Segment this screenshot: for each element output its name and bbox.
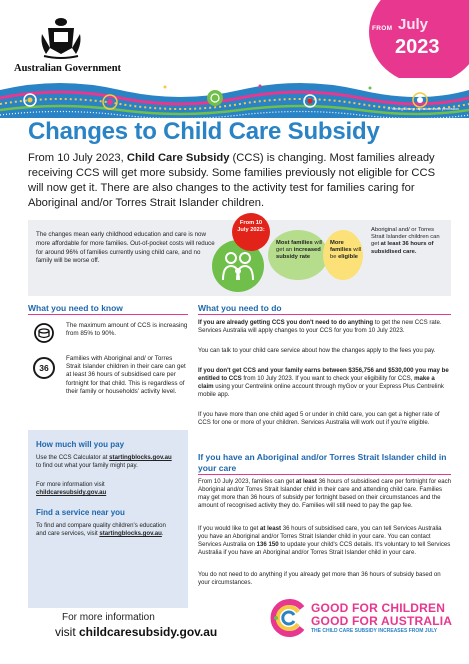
intro-paragraph <box>28 151 453 211</box>
government-name: Australian Government <box>14 63 122 74</box>
p1-bold: If you are already getting CCS you don't need to do anything <box>198 319 374 326</box>
artwork-credit: © Yarning Strong, reproduced with permission <box>387 107 459 111</box>
pay-text-2: to find out what your family might pay. <box>36 462 138 469</box>
bubble1-bold2: increased subsidy rate <box>276 247 321 260</box>
income-eligibility <box>198 367 452 399</box>
multiple-children: If you have more than one child aged 5 or under in child care, you can get a higher rate of CCS for one or more of your children. Services Australia will work out if you're eligible. <box>198 411 440 427</box>
aboriginal-children-note <box>371 227 443 256</box>
date-circle-text: From 10 July 2023: <box>237 220 265 233</box>
p3-bold: If you don't get CCS and your family earns between $356,756 and $530,000 you may be entitled to CCS <box>198 367 449 383</box>
what-to-know-heading: What you need to know <box>28 303 123 313</box>
gfc-line-3: THE CHILD CARE SUBSIDY INCREASES FROM JULY <box>311 628 438 634</box>
coat-of-arms-icon <box>38 14 84 60</box>
startingblocks-link-2[interactable]: startingblocks.gov.au <box>99 530 162 537</box>
bubble2-bold2: eligible <box>338 254 359 260</box>
artwork-band <box>0 78 469 118</box>
more-info-text <box>36 481 176 497</box>
aboriginal-heading: If you have an Aboriginal and/or Torres Strait Islander child in your care <box>198 452 447 473</box>
p6-bold: at least <box>260 525 282 532</box>
info-box-text: The changes mean early childhood education and care is now more affordable for more families. Out-of-pocket costs will reduce for around 96% of families currently using child care, and no family will be worse off. <box>36 231 215 265</box>
bubble2-bold: More families <box>330 240 352 253</box>
divider <box>198 314 451 315</box>
bubble-more-families-text <box>330 240 362 261</box>
how-much-heading: How much will you pay <box>36 440 125 449</box>
footer-url <box>55 625 217 639</box>
header <box>0 0 469 80</box>
what-to-do-heading: What you need to do <box>198 303 282 313</box>
tell-services-australia <box>198 525 452 557</box>
36-hours-icon: 36 <box>33 357 55 379</box>
childcaresubsidy-link[interactable]: childcaresubsidy.gov.au <box>36 489 107 496</box>
p6-text-1: If you would like to get <box>198 525 260 532</box>
already-getting-ccs <box>198 319 452 335</box>
bubble3-text: Aboriginal and/ or Torres Strait Islander children can get <box>371 227 440 248</box>
footer-link[interactable]: childcaresubsidy.gov.au <box>79 625 218 639</box>
p3-text-2: using your Centrelink online account through myGov or your Express Plus Centrelink mobile app. <box>198 383 444 399</box>
family-icon <box>218 246 258 286</box>
service-text: To find and compare quality children's education and care services, visit <box>36 522 166 537</box>
calculator-text <box>36 454 176 470</box>
service-end: . <box>161 530 164 537</box>
p5-bold: at least <box>295 478 317 485</box>
gfc-line-1: GOOD FOR CHILDREN <box>311 601 446 615</box>
startingblocks-link[interactable]: startingblocks.gov.au <box>109 454 172 461</box>
coins-icon <box>33 322 55 344</box>
max-ccs-text: The maximum amount of CCS is increasing from 85% to 90%. <box>66 322 188 338</box>
page-title: Changes to Child Care Subsidy <box>28 118 380 145</box>
pay-text-3: For more information visit <box>36 481 105 488</box>
intro-text-2: (CCS) is changing. Most families already receiving CCS will get more subsidy. Some families previously not eligible for CCS will now get it. There are also changes to the activity test for families caring for Aboriginal and/or Torres Strait Islander children. <box>28 152 436 209</box>
intro-bold: Child Care Subsidy <box>126 152 230 164</box>
no-action-needed: You do not need to do anything if you already get more than 36 hours of subsidy based on your circumstances. <box>198 571 441 587</box>
date-from-label: FROM <box>372 25 393 32</box>
bubble2-text: will be <box>330 247 362 260</box>
gfc-logo-icon <box>268 598 308 638</box>
p6-text-3: to update your child's CCS details. It's voluntary to tell Services Australia if you have an Aboriginal and/or Torres Strait Islander child in your care. <box>198 541 451 557</box>
talk-to-service: You can talk to your child care service about how the changes apply to the fees you pay. <box>198 347 436 354</box>
p5-text-1: From 10 July 2023, families can get <box>198 478 296 485</box>
find-service-heading: Find a service near you <box>36 508 125 517</box>
aboriginal-hours-text: Families with Aboriginal and/ or Torres Strait Islander children in their care can get at least 36 hours of subsidised care per fortnight for that child. This is regardless of their family or households' activity level. <box>66 355 186 395</box>
intro-text-1: From 10 July 2023, <box>28 152 127 164</box>
date-year: 2023 <box>395 36 440 58</box>
footer-more-info: For more information <box>62 612 155 623</box>
footer-visit: visit <box>55 625 79 639</box>
bubble3-bold: at least 36 hours of subsidised care. <box>371 241 434 255</box>
p5-text-2: 36 hours of subsidised care per fortnight for each Aboriginal and/or Torres Strait Islander child in their care and attending child care. Families may get more than 36 hours of subsidy per fortnight based on their circumstances and the amount of recognised activity they do. Families will still need to pay the gap fee. <box>198 478 452 510</box>
aboriginal-hours-detail <box>198 478 452 510</box>
p3-text-1: from 10 July 2023. If you want to check your eligibility for CCS, <box>241 375 415 383</box>
divider <box>198 474 451 475</box>
bubble1-text: will get an <box>276 240 323 253</box>
phone-number[interactable]: 136 150 <box>256 541 279 549</box>
p6-text-2: 36 hours of subsidised care, you can tell Services Australia you have an Aboriginal and/or Torres Strait Islander child in your care. You can contact Services Australia on <box>198 525 442 549</box>
p1-text: to get the new CCS rate. Services Australia will apply changes to your CCS for you from 10 July 2023. <box>198 319 442 335</box>
pay-text-1: Use the CCS Calculator at <box>36 454 110 461</box>
bubble-most-families-text <box>276 240 326 261</box>
bubble1-bold: Most families <box>276 240 313 246</box>
p3-bold-2: make a claim <box>198 375 435 391</box>
gfc-line-2: GOOD FOR AUSTRALIA <box>311 614 453 628</box>
date-month: July <box>398 16 429 33</box>
divider <box>28 314 188 315</box>
find-service-text <box>36 522 176 538</box>
